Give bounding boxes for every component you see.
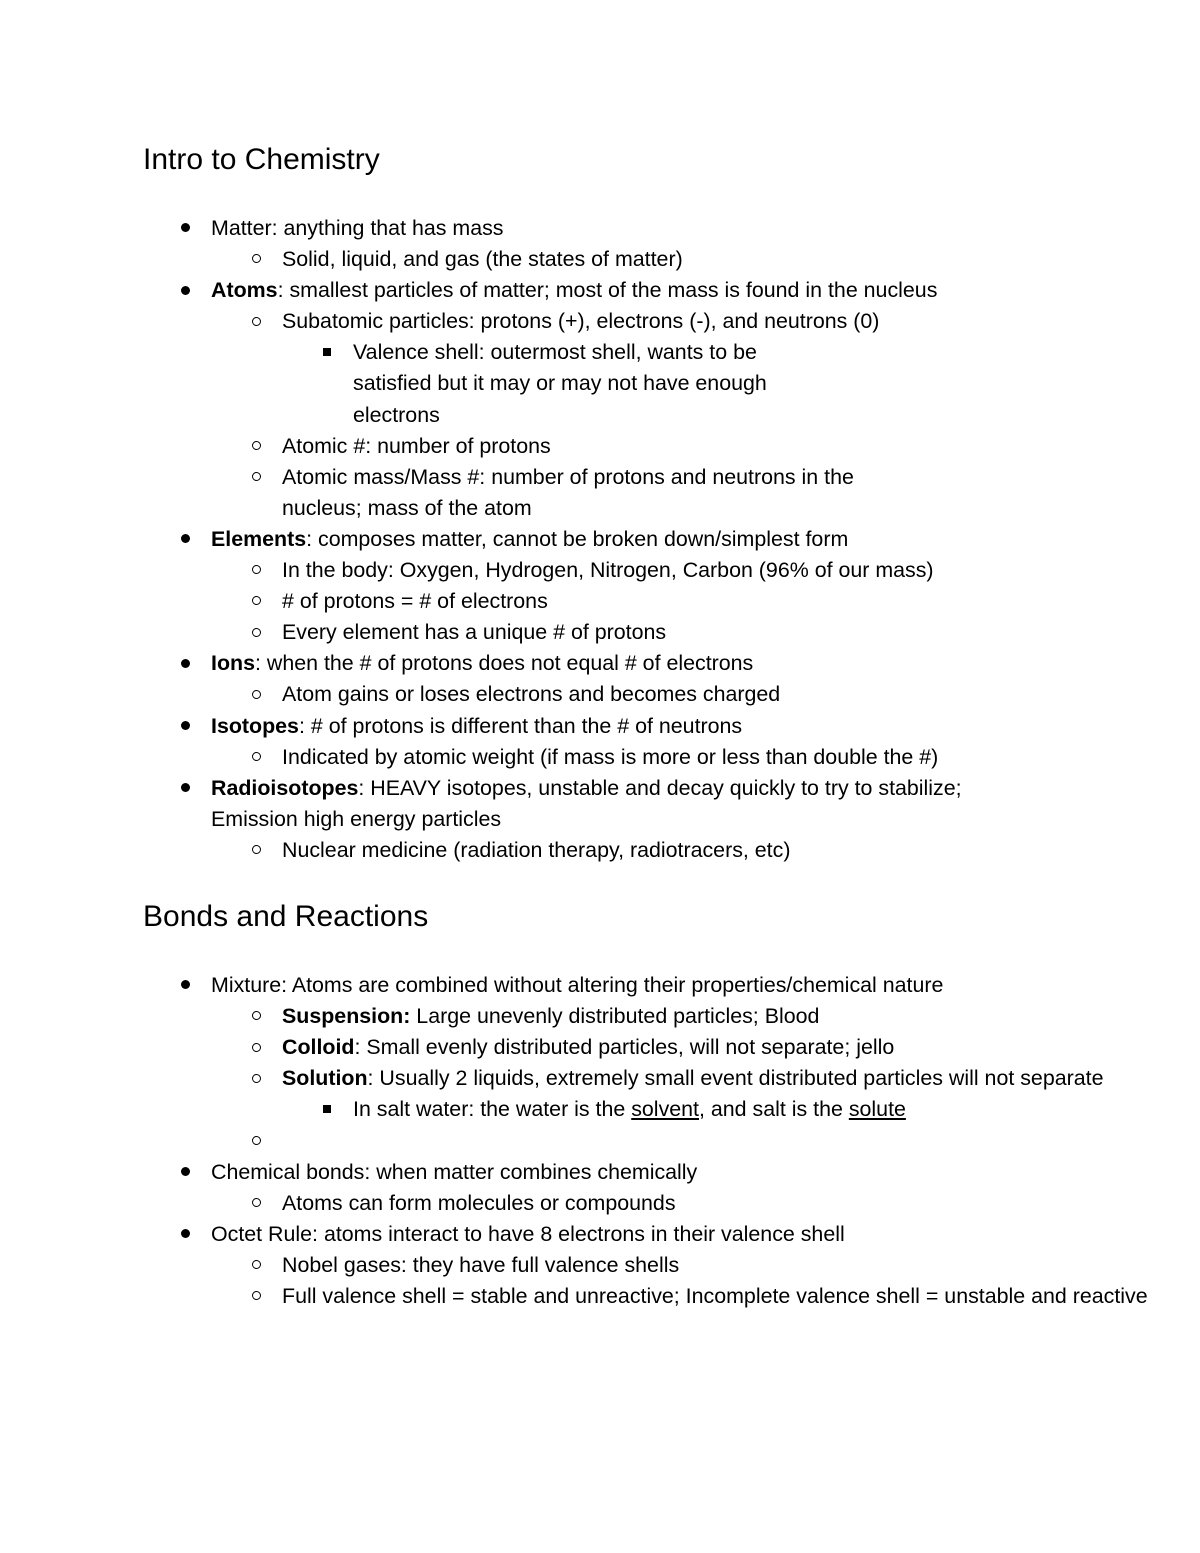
bullet-dot-icon: [175, 275, 195, 306]
bullet-circle-icon: [246, 1032, 266, 1063]
bullet-circle-icon: [246, 1063, 266, 1094]
list-item: Matter: anything that has mass: [143, 213, 1073, 244]
list-item: Indicated by atomic weight (if mass is more or less than double the #): [143, 742, 1073, 773]
bullet-circle-icon: [246, 1281, 266, 1312]
list-item: Ions: when the # of protons does not equal # of electrons: [143, 648, 1073, 679]
list-item: Valence shell: outermost shell, wants to be satisfied but it may or may not have enough electrons: [143, 337, 828, 430]
bullet-dot-icon: [175, 524, 195, 555]
list-item: # of protons = # of electrons: [143, 586, 1073, 617]
bullet-dot-icon: [175, 213, 195, 244]
list-item: In salt water: the water is the solvent, and salt is the solute: [143, 1094, 1073, 1125]
bullet-circle-icon: [246, 835, 266, 866]
list-item: Atomic #: number of protons: [143, 431, 1073, 462]
list-item: Radioisotopes: HEAVY isotopes, unstable and decay quickly to try to stabilize; Emission high energy particles: [143, 773, 1041, 835]
bullet-circle-icon: [246, 1188, 266, 1219]
bullet-circle-icon: [246, 679, 266, 710]
list-item: Suspension: Large unevenly distributed particles; Blood: [143, 1001, 1073, 1032]
list-item: Mixture: Atoms are combined without altering their properties/chemical nature: [143, 970, 1073, 1001]
bullet-circle-icon: [246, 431, 266, 462]
bullet-dot-icon: [175, 1157, 195, 1188]
list-item: Atomic mass/Mass #: number of protons and neutrons in the nucleus; mass of the atom: [143, 462, 872, 524]
bullet-circle-icon: [246, 555, 266, 586]
bullet-dot-icon: [175, 648, 195, 679]
bullet-circle-icon: [246, 1001, 266, 1032]
list-item: Solid, liquid, and gas (the states of matter): [143, 244, 1073, 275]
bullet-circle-icon: [246, 617, 266, 648]
list-item: Atoms: smallest particles of matter; most of the mass is found in the nucleus: [143, 275, 1073, 306]
list-item: Every element has a unique # of protons: [143, 617, 1073, 648]
list-item: Subatomic particles: protons (+), electrons (-), and neutrons (0): [143, 306, 1073, 337]
list-item: Solution: Usually 2 liquids, extremely small event distributed particles will not separate: [143, 1063, 1200, 1094]
list-item: Chemical bonds: when matter combines chemically: [143, 1157, 1073, 1188]
list-item: Elements: composes matter, cannot be broken down/simplest form: [143, 524, 1073, 555]
list-item: In the body: Oxygen, Hydrogen, Nitrogen, Carbon (96% of our mass): [143, 555, 1073, 586]
list-item: Atoms can form molecules or compounds: [143, 1188, 1073, 1219]
bullet-square-icon: [317, 1094, 337, 1125]
bullet-circle-icon: [246, 462, 266, 493]
intro-list: [143, 213, 1073, 866]
bullet-dot-icon: [175, 970, 195, 1001]
bullet-dot-icon: [175, 1219, 195, 1250]
list-item: Colloid: Small evenly distributed particles, will not separate; jello: [143, 1032, 1073, 1063]
list-item: Nuclear medicine (radiation therapy, radiotracers, etc): [143, 835, 1073, 866]
bullet-square-icon: [317, 337, 337, 368]
list-item: Isotopes: # of protons is different than the # of neutrons: [143, 711, 1073, 742]
list-item: Nobel gases: they have full valence shells: [143, 1250, 1073, 1281]
bullet-circle-icon: [246, 586, 266, 617]
list-item: Full valence shell = stable and unreactive; Incomplete valence shell = unstable and reactive: [143, 1281, 1162, 1312]
bullet-circle-icon: [246, 1125, 266, 1156]
bullet-dot-icon: [175, 773, 195, 804]
bullet-circle-icon: [246, 742, 266, 773]
list-item-empty: [143, 1125, 1073, 1156]
bullet-dot-icon: [175, 711, 195, 742]
section-title-intro: Intro to Chemistry: [143, 143, 380, 176]
list-item: Octet Rule: atoms interact to have 8 electrons in their valence shell: [143, 1219, 1073, 1250]
section-title-bonds: Bonds and Reactions: [143, 900, 429, 933]
bullet-circle-icon: [246, 244, 266, 275]
list-item: Atom gains or loses electrons and becomes charged: [143, 679, 1073, 710]
bullet-circle-icon: [246, 306, 266, 337]
bullet-circle-icon: [246, 1250, 266, 1281]
bonds-list: [143, 970, 1148, 1312]
